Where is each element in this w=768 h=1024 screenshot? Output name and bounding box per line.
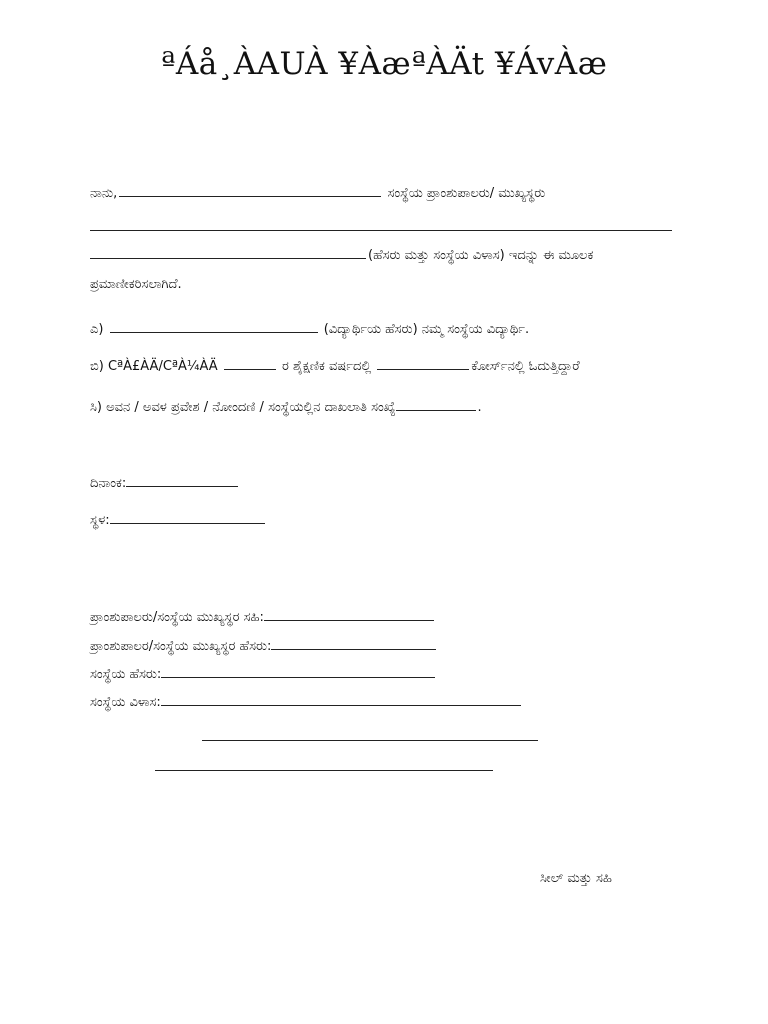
academic-year-blank [224,357,276,370]
date-line [90,474,240,493]
institution-address-blank-2 [90,246,366,259]
student-name-blank [110,320,318,333]
item-b-text: ರ ಶೈಕ್ಷಣಿಕ ವರ್ಷದಲ್ಲಿ [281,359,372,374]
place-blank [110,511,265,524]
place-line [90,511,267,530]
institution-address-blank-a [161,693,521,706]
intro-line-3 [90,246,593,265]
item-b-label: ಬಿ) CªÀ£ÀÄ/CªÀ¼ÀÄ [90,359,218,374]
intro-line-1 [90,184,545,203]
item-b-course-text: ಕೋರ್ಸ್‌ನಲ್ಲಿ ಓದುತ್ತಿದ್ದಾರೆ [471,359,580,374]
principal-name-label: ಪ್ರಾಂಶುಪಾಲರ/ಸಂಸ್ಥೆಯ ಮುಖ್ಯಸ್ಥರ ಹೆಸರು: [90,639,272,654]
intro-line-4: ಪ್ರಮಾಣೀಕರಿಸಲಾಗಿದೆ. [90,277,182,292]
signature-label: ಪ್ರಾಂಶುಪಾಲರು/ಸಂಸ್ಥೆಯ ಮುಖ್ಯಸ್ಥರ ಸಹಿ: [90,610,264,625]
intro-name-prefix: ನಾನು, [90,186,118,201]
institution-address-line [90,693,523,712]
institution-address-label: ಸಂಸ್ಥೆಯ ವಿಳಾಸ: [90,695,161,710]
institution-address-blank-b [202,740,538,741]
seal-and-signature-label: ಸೀಲ್ ಮತ್ತು ಸಹಿ [540,871,612,886]
item-b [90,357,580,376]
principal-name-blank [119,184,381,197]
course-blank [377,357,469,370]
item-a-label: ಎ) [90,322,104,337]
institution-name-blank [161,665,435,678]
item-c [90,398,482,417]
date-label: ದಿನಾಂಕ: [90,476,127,491]
institution-address-blank-1 [90,230,672,231]
item-a-text: (ವಿದ್ಯಾರ್ಥಿಯ ಹೆಸರು) ನಮ್ಮ ಸಂಸ್ಥೆಯ ವಿದ್ಯಾರ್ಥಿ. [323,322,530,337]
signature-line [90,608,436,627]
institution-name-line [90,665,437,684]
item-c-period: . [477,400,482,415]
intro-role-text: ಸಂಸ್ಥೆಯ ಪ್ರಾಂಶುಪಾಲರು/ ಮುಖ್ಯಸ್ಥರು [387,186,546,201]
intro-certify-text: (ಹೆಸರು ಮತ್ತು ಸಂಸ್ಥೆಯ ವಿಳಾಸ) ಇದನ್ನು ಈ ಮೂಲಕ [368,248,594,263]
principal-name-field-blank [271,637,436,650]
signature-blank [264,608,434,621]
item-c-text: ಸಿ) ಅವನ / ಅವಳ ಪ್ರವೇಶ / ನೋಂದಣಿ / ಸಂಸ್ಥೆಯಲ್ಲಿನ ದಾಖಲಾತಿ ಸಂಖ್ಯೆ [90,400,396,415]
date-blank [126,474,238,487]
registration-number-blank [396,398,476,411]
institution-name-label: ಸಂಸ್ಥೆಯ ಹೆಸರು: [90,667,162,682]
institution-address-blank-c [155,770,493,771]
item-a [90,320,529,339]
principal-name-line [90,637,438,656]
place-label: ಸ್ಥಳ: [90,513,110,528]
document-title: ªÁå¸ÀAUÀ ¥ÀæªÀÄt ¥ÁvÀæ [160,46,608,82]
